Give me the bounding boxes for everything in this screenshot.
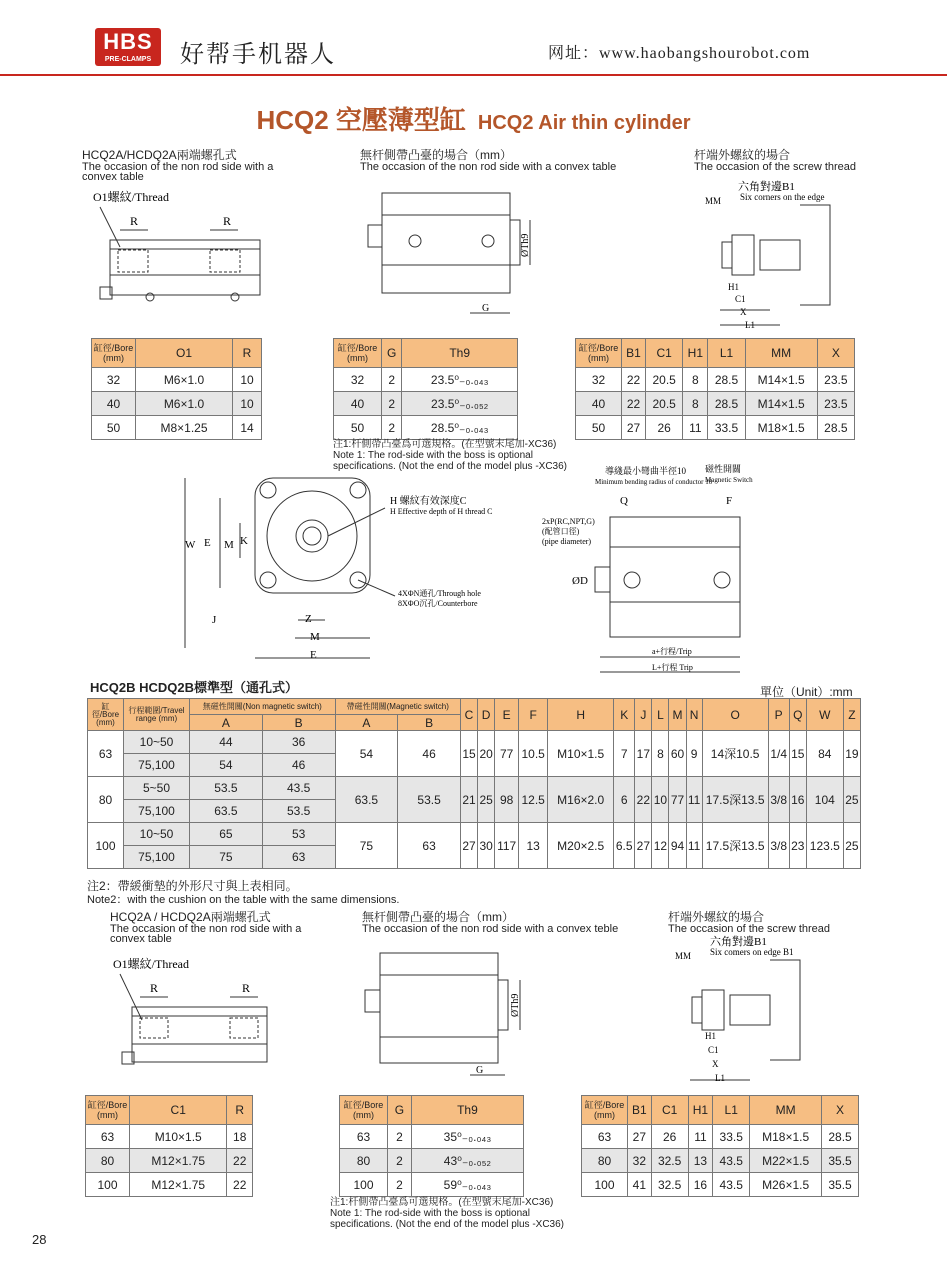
- svg-text:O1螺紋/Thread: O1螺紋/Thread: [93, 190, 169, 204]
- svg-text:Minimum bending radius of cond: Minimum bending radius of conductor 10: [595, 478, 713, 486]
- svg-text:X: X: [740, 307, 747, 317]
- svg-text:K: K: [240, 535, 248, 547]
- drawing-front-view: [180, 468, 540, 668]
- note-cushion-en: Note2：with the cushion on the table with the same dimensions.: [87, 894, 400, 906]
- unit-label: 單位（Unit）:mm: [760, 685, 853, 699]
- svg-text:G: G: [482, 303, 490, 314]
- svg-text:R: R: [242, 981, 251, 995]
- page-number: 28: [32, 1232, 47, 1247]
- svg-text:L+行程 Trip: L+行程 Trip: [652, 663, 693, 672]
- svg-text:E: E: [204, 537, 211, 549]
- svg-text:(配管口徑): (配管口徑): [542, 527, 580, 536]
- svg-text:M: M: [224, 539, 234, 551]
- svg-text:2xP(RC,NPT,G): 2xP(RC,NPT,G): [542, 517, 595, 526]
- caption-screw: 杆端外螺紋的場合 The occasion of the screw thread: [694, 148, 857, 173]
- drawing-rod-thread-large: [670, 935, 810, 1085]
- svg-text:Magnetic Switch: Magnetic Switch: [705, 476, 753, 484]
- svg-text:六角對邊B1: 六角對邊B1: [710, 936, 767, 948]
- svg-text:ØD: ØD: [572, 575, 588, 587]
- svg-text:H1: H1: [705, 1031, 716, 1041]
- svg-text:O1螺紋/Thread: O1螺紋/Thread: [113, 957, 189, 971]
- svg-text:C1: C1: [708, 1045, 719, 1055]
- drawing-rod-thread: [700, 180, 840, 330]
- svg-text:Six corners on the edge: Six corners on the edge: [740, 192, 825, 202]
- svg-text:C1: C1: [735, 294, 746, 304]
- header-divider: [0, 74, 947, 76]
- drawing-side-view: [540, 462, 770, 682]
- svg-text:六角對邊B1: 六角對邊B1: [738, 181, 795, 193]
- svg-text:Q: Q: [620, 495, 628, 507]
- caption-threaded-large: HCQ2A / HCDQ2A兩端螺孔式 The occasion of the non rod side with a convex table: [110, 910, 302, 945]
- svg-text:G: G: [476, 1065, 484, 1076]
- table-row: 75,100 54 46: [88, 754, 861, 777]
- website-url[interactable]: 网址：www.haobangshourobot.com: [548, 45, 811, 62]
- svg-text:a+行程/Trip: a+行程/Trip: [652, 647, 692, 656]
- company-name: 好帮手机器人: [180, 41, 336, 68]
- brand-logo: HBS PRE-CLAMPS: [95, 28, 161, 66]
- table-row: 100 10~50 65 53 75 63 27 30 117 13 M20×2.5 6.5 27 12 94 11 17.5深13.5 3/8 23 123.5 25: [88, 823, 861, 846]
- caption-threaded: HCQ2A/HCDQ2A兩端螺孔式 The occasion of the non rod side with a convex table: [82, 148, 274, 183]
- page-title: HCQ2 空壓薄型缸 HCQ2 Air thin cylinder: [256, 105, 691, 135]
- svg-text:導綫最小彎曲半徑10: 導綫最小彎曲半徑10: [605, 466, 687, 476]
- svg-text:(pipe diameter): (pipe diameter): [542, 537, 592, 546]
- svg-text:M: M: [310, 631, 320, 643]
- svg-text:H1: H1: [728, 282, 739, 292]
- svg-text:Z: Z: [305, 613, 312, 625]
- svg-text:J: J: [212, 614, 217, 626]
- svg-text:ØTh9: ØTh9: [510, 993, 521, 1017]
- svg-text:ØTh9: ØTh9: [520, 233, 531, 257]
- svg-text:8XΦO沉孔/Counterbore: 8XΦO沉孔/Counterbore: [398, 599, 478, 608]
- table-row: 63 10~50 44 36 54 46 15 20 77 10.5 M10×1.5 7 17 8 60 9 14深10.5 1/4 15 84 19: [88, 731, 861, 754]
- svg-text:H 螺紋有效深度C: H 螺紋有效深度C: [390, 496, 467, 507]
- svg-text:R: R: [130, 214, 139, 228]
- table-rod-thread: 缸徑/Bore (mm) B1 C1 H1 L1 MM X 32 22 20.5 8 28.5 M14×1.5 23.5 40 22 20.5 8 28.5 M14×1.5 23.5 50 27 26 11 33.5 M18×1.5 28.5: [575, 338, 855, 440]
- table-row: 80 5~50 53.5 43.5 63.5 53.5 21 25 98 12.5 M16×2.0 6 22 10 77 11 17.5深13.5 3/8 16 104 25: [88, 777, 861, 800]
- table-rod-thread-large: 缸徑/Bore (mm) B1 C1 H1 L1 MM X 63 27 26 11 33.5 M18×1.5 28.5 80 32 32.5 13 43.5 M22×1.5 35.5 100 41 32.5 16 43.5 M26×1.5 35.5: [581, 1095, 859, 1197]
- svg-text:MM: MM: [675, 951, 692, 961]
- table-o1-r: 缸徑/Bore (mm) O1 R 32 M6×1.0 10 40 M6×1.0 10 50 M8×1.25 14: [91, 338, 262, 440]
- svg-text:R: R: [150, 981, 159, 995]
- svg-text:W: W: [185, 539, 196, 551]
- table-g-th9-large: 缸徑/Bore (mm) G Th9 63 2 35⁰₋₀.₀₄₃ 80 2 43⁰₋₀.₀₅₂ 100 2 59⁰₋₀.₀₄₃: [339, 1095, 524, 1197]
- table-row: 75,100 63.5 53.5: [88, 800, 861, 823]
- table-c1-r-large: 缸徑/Bore (mm) C1 R 63 M10×1.5 18 80 M12×1.75 22 100 M12×1.75 22: [85, 1095, 253, 1197]
- svg-text:MM: MM: [705, 196, 722, 206]
- caption-convex-large: 無杆側帶凸臺的場合（mm） The occasion of the non rod side with a convex teble: [362, 910, 619, 935]
- section-title-standard: HCQ2B HCDQ2B標準型（通孔式）: [90, 680, 299, 695]
- svg-text:L1: L1: [715, 1073, 725, 1083]
- table-row: 75,100 75 63: [88, 846, 861, 869]
- svg-text:L1: L1: [745, 320, 755, 330]
- table-g-th9: 缸徑/Bore (mm) G Th9 32 2 23.5⁰₋₀.₀₄₃ 40 2 23.5⁰₋₀.₀₅₂ 50 2 28.5⁰₋₀.₀₄₃: [333, 338, 518, 440]
- svg-text:R: R: [223, 214, 232, 228]
- drawing-convex-table: [360, 185, 550, 320]
- note-optional-boss: 注1:杆側帶凸臺爲可選規格。(在型號末尾加-XC36) Note 1: The rod-side with the boss is optional specifications. (Not the end of the model plus -XC36): [333, 439, 568, 472]
- drawing-threaded-ends: [90, 185, 280, 315]
- caption-convex: 無杆側帶凸臺的場合（mm） The occasion of the non rod side with a convex table: [360, 148, 617, 173]
- svg-text:Six comers on edge B1: Six comers on edge B1: [710, 947, 794, 957]
- note-optional-boss-large: 注1:杆側帶凸臺爲可選規格。(在型號末尾加-XC36) Note 1: The rod-side with the boss is optional specifications. (Not the end of the model plus -XC36): [330, 1197, 565, 1230]
- svg-text:磁性開關: 磁性開關: [705, 464, 742, 474]
- note-cushion: 注2：帶緩衝墊的外形尺寸與上表相同。: [87, 879, 298, 893]
- table-standard-dimensions: 缸徑/Bore (mm) 行程範圍/Travel range (mm) 無磁性開關(Non magnetic switch) 帶磁性開關(Magnetic switch) C D E F H K J L M N O P Q W Z A B A B 63 10~50 44 36 54 46 15 20 77 10.5 M10×1.5 7 17 8 60 9 14深10.5 1/4 15 84 19 75,100 54 46 80 5~50 53.5 43.5 63.5 53.5 21 25 98 12.5 M16×2.0 6 22 10 77 11 17.5深13.5 3/8 16 104 25 75,100 63.5 53.5 100 10~50 65 53 75 63 27 30 117 13 M20×2.5 6.5 27 12 94 11 17.5深13.5 3/8 23 123.5 25 75,100 75 63: [87, 698, 861, 869]
- svg-text:E: E: [310, 649, 317, 661]
- drawing-threaded-ends-large: [110, 952, 280, 1082]
- svg-text:F: F: [726, 495, 733, 507]
- drawing-convex-table-large: [360, 945, 540, 1080]
- svg-text:H Effective depth of H thread: H Effective depth of H thread C: [390, 507, 493, 516]
- caption-screw-large: 杆端外螺紋的場合 The occasion of the screw thread: [668, 910, 831, 935]
- svg-text:X: X: [712, 1059, 719, 1069]
- svg-text:4XΦN通孔/Through hole: 4XΦN通孔/Through hole: [398, 589, 481, 598]
